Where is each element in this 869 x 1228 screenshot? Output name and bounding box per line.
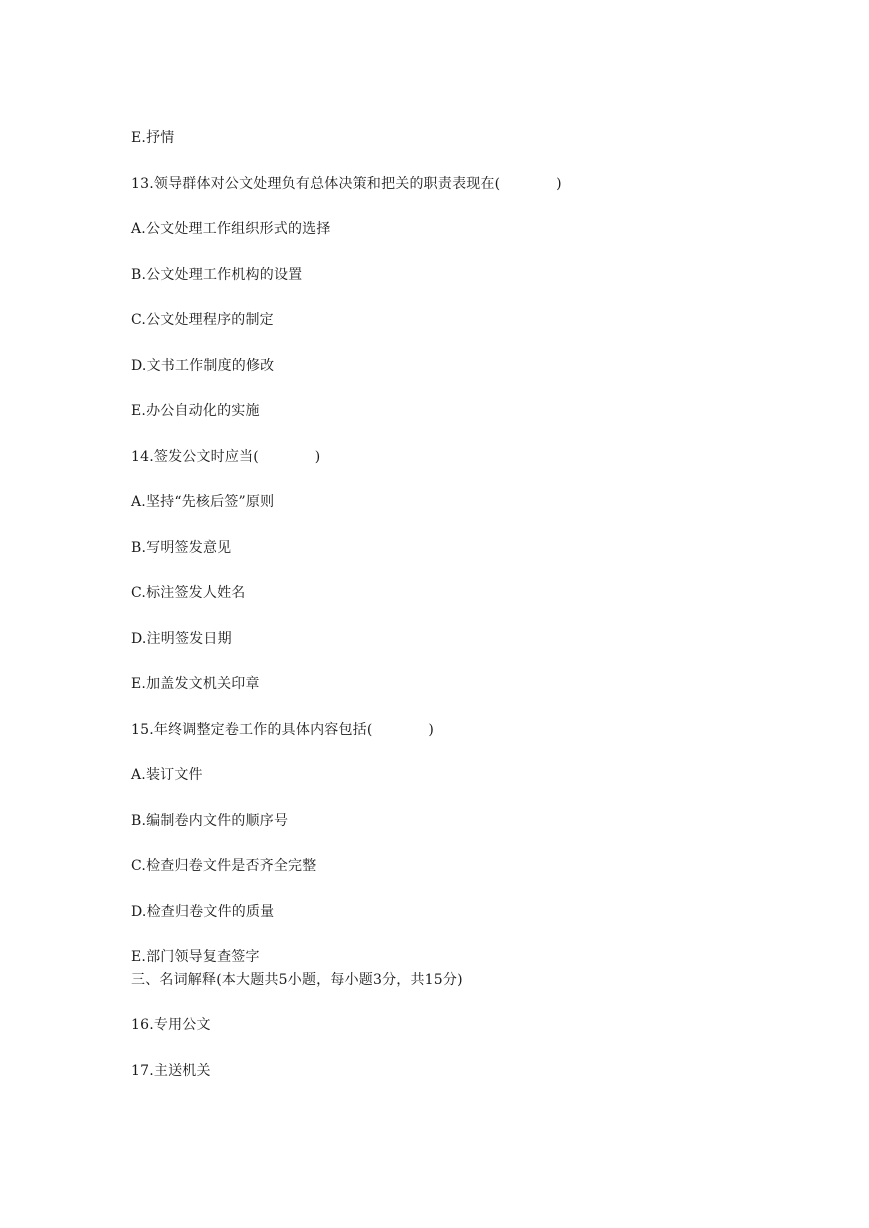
q15-question: 15.年终调整定卷工作的具体内容包括( ) [131,722,434,738]
q14-option-a: A.坚持“先核后签”原则 [131,494,275,510]
q13-option-a: A.公文处理工作组织形式的选择 [131,221,331,237]
q14-option-d: D.注明签发日期 [131,631,232,647]
q13-option-d: D.文书工作制度的修改 [131,358,275,374]
q15-option-a: A.装订文件 [131,767,203,783]
q15-option-b: B.编制卷内文件的顺序号 [131,813,289,829]
q14-option-c: C.标注签发人姓名 [131,585,246,601]
q16-question: 16.专用公文 [131,1017,211,1033]
q14-option-e: E.加盖发文机关印章 [131,676,260,692]
q13-option-c: C.公文处理程序的制定 [131,312,274,328]
q15-option-d: D.检查归卷文件的质量 [131,904,275,920]
q15-option-c: C.检查归卷文件是否齐全完整 [131,858,317,874]
section-heading-term-definitions: 三、名词解释(本大题共5小题，每小题3分，共15分) [131,972,463,988]
q17-question: 17.主送机关 [131,1063,211,1079]
q12-option-e: E.抒情 [131,130,175,146]
q14-option-b: B.写明签发意见 [131,540,232,556]
q13-option-b: B.公文处理工作机构的设置 [131,267,303,283]
q13-option-e: E.办公自动化的实施 [131,403,260,419]
q14-question: 14.签发公文时应当( ) [131,449,321,465]
q13-question: 13.领导群体对公文处理负有总体决策和把关的职责表现在( ) [131,176,562,192]
q15-option-e: E.部门领导复查签字 [131,949,260,965]
